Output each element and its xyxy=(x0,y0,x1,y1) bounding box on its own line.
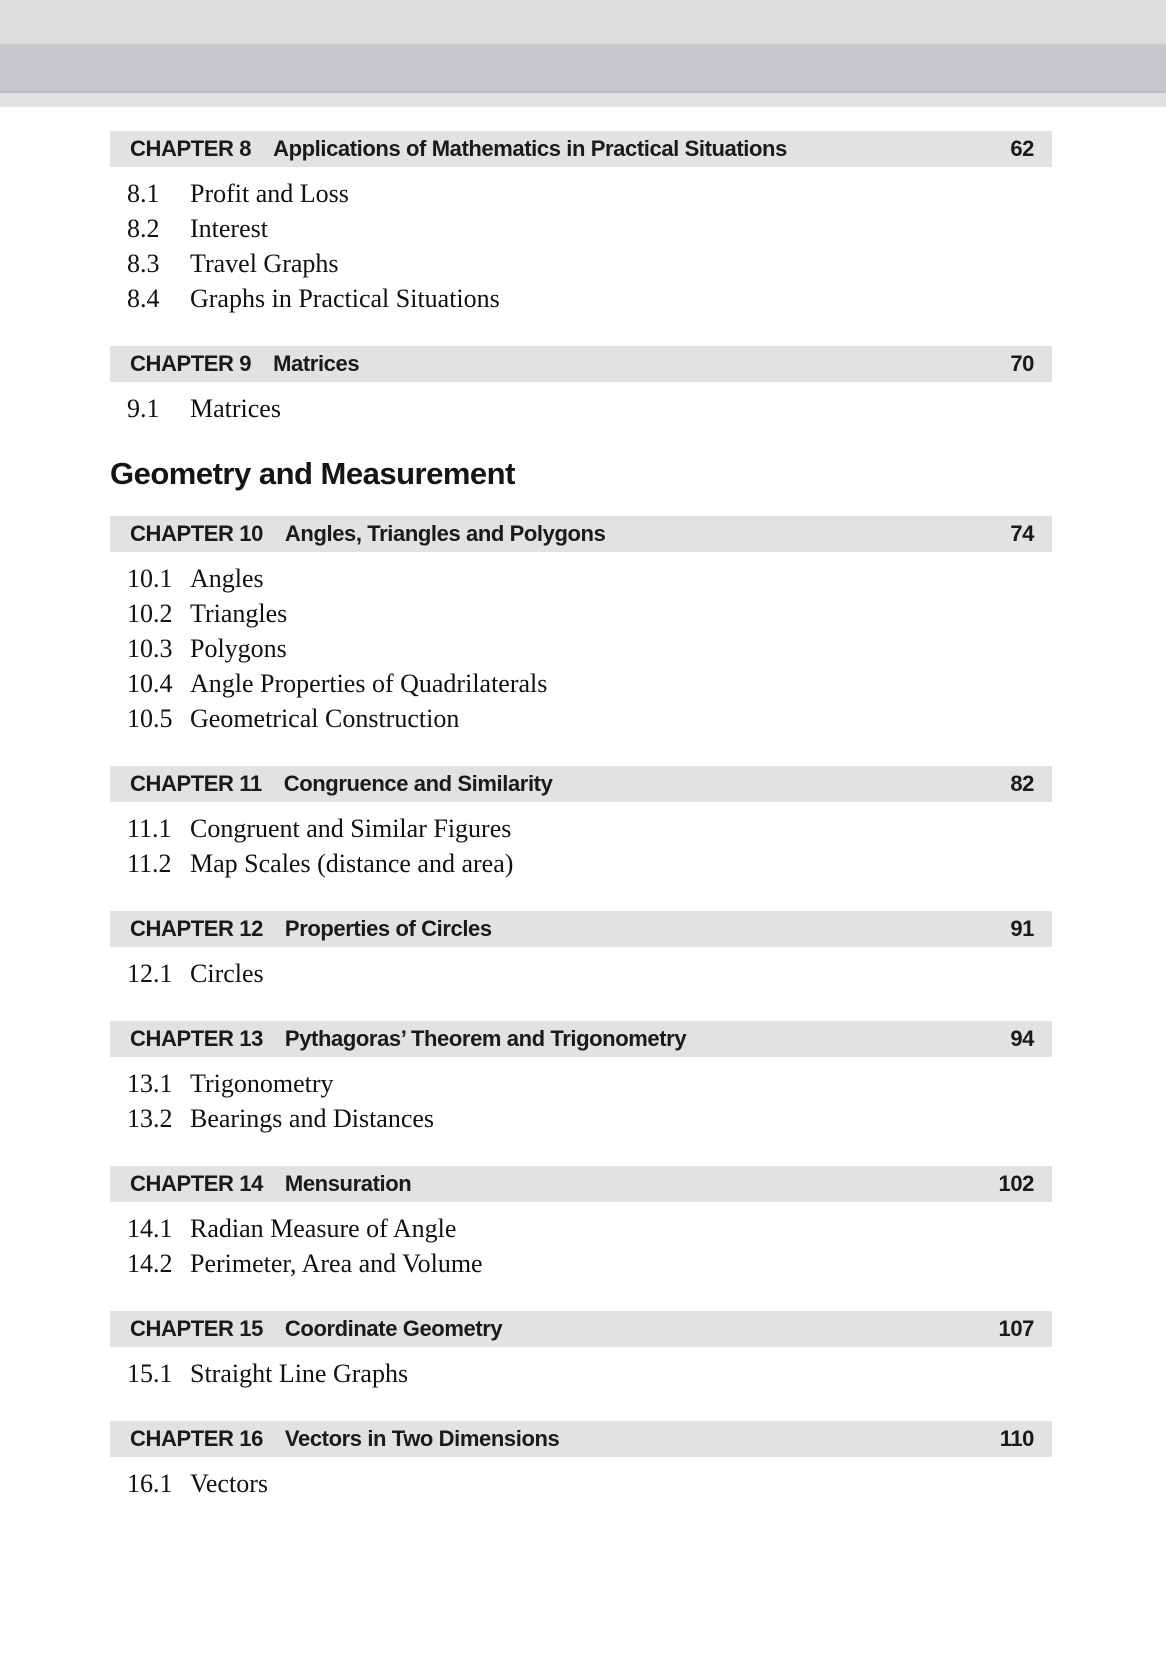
chapter-title: Coordinate Geometry xyxy=(284,1316,503,1341)
chapter-title: Properties of Circles xyxy=(284,916,492,941)
toc-item-title: Profit and Loss xyxy=(190,179,349,208)
chapter-label: CHAPTER 9 xyxy=(130,351,252,376)
toc-item-number: 16.1 xyxy=(127,1469,173,1498)
chapter-label: CHAPTER 10 xyxy=(130,521,263,546)
chapter-page-number: 82 xyxy=(1010,771,1034,796)
chapter-label: CHAPTER 14 xyxy=(130,1171,263,1196)
toc-item-title: Trigonometry xyxy=(190,1069,334,1098)
toc-item-number: 9.1 xyxy=(127,394,160,423)
header-band-dark xyxy=(0,43,1166,93)
toc-item xyxy=(127,956,1052,991)
chapter-item-list xyxy=(110,176,1052,316)
section-heading: Geometry and Measurement xyxy=(110,456,515,491)
toc-item-title: Angles xyxy=(190,564,264,593)
chapter-header-bar xyxy=(110,1311,1052,1347)
toc-item-number: 10.1 xyxy=(127,564,173,593)
chapter-item-list xyxy=(110,811,1052,881)
toc-item-number: 11.2 xyxy=(127,849,172,878)
toc-item-number: 8.1 xyxy=(127,179,160,208)
chapter-page-number: 94 xyxy=(1010,1026,1034,1051)
chapter-label: CHAPTER 16 xyxy=(130,1426,263,1451)
toc-item-number: 10.2 xyxy=(127,599,173,628)
toc-item xyxy=(127,211,1052,246)
toc-item-title: Circles xyxy=(190,959,264,988)
toc-item xyxy=(127,176,1052,211)
chapter-item-list xyxy=(110,391,1052,426)
toc-item-number: 15.1 xyxy=(127,1359,173,1388)
toc-item-title: Graphs in Practical Situations xyxy=(190,284,500,313)
chapter-label: CHAPTER 12 xyxy=(130,916,263,941)
chapter-title: Pythagoras’ Theorem and Trigonometry xyxy=(284,1026,687,1051)
toc-item-title: Triangles xyxy=(190,599,288,628)
chapter-item-list xyxy=(110,1356,1052,1391)
chapter-label: CHAPTER 13 xyxy=(130,1026,263,1051)
chapter-block xyxy=(110,766,1052,881)
toc-item xyxy=(127,1101,1052,1136)
toc-item xyxy=(127,561,1052,596)
chapter-title: Vectors in Two Dimensions xyxy=(284,1426,560,1451)
toc-item xyxy=(127,391,1052,426)
chapter-header-bar xyxy=(110,346,1052,382)
toc-item xyxy=(127,1211,1052,1246)
chapter-page-number: 110 xyxy=(999,1426,1034,1451)
chapter-header-bar xyxy=(110,766,1052,802)
chapter-title: Congruence and Similarity xyxy=(283,771,553,796)
toc-item-number: 11.1 xyxy=(127,814,172,843)
toc-item xyxy=(127,631,1052,666)
chapter-block xyxy=(110,1311,1052,1391)
toc-item-title: Polygons xyxy=(190,634,287,663)
toc-item-number: 12.1 xyxy=(127,959,173,988)
toc-item xyxy=(127,1466,1052,1501)
toc-item xyxy=(127,1066,1052,1101)
chapter-page-number: 102 xyxy=(998,1171,1034,1196)
toc-item-title: Congruent and Similar Figures xyxy=(190,814,512,843)
toc-item-title: Interest xyxy=(190,214,268,243)
toc-item xyxy=(127,596,1052,631)
chapter-label: CHAPTER 15 xyxy=(130,1316,263,1341)
toc-item xyxy=(127,1246,1052,1281)
chapter-header-bar xyxy=(110,131,1052,167)
chapter-item-list xyxy=(110,1066,1052,1136)
toc-item xyxy=(127,811,1052,846)
chapter-item-list xyxy=(110,1466,1052,1501)
toc-item xyxy=(127,701,1052,736)
chapter-header-bar xyxy=(110,1021,1052,1057)
toc-item-title: Straight Line Graphs xyxy=(190,1359,409,1388)
toc-item xyxy=(127,246,1052,281)
toc-item-number: 10.4 xyxy=(127,669,173,698)
toc-item-number: 8.2 xyxy=(127,214,160,243)
chapter-block xyxy=(110,1421,1052,1501)
toc-item-number: 8.4 xyxy=(127,284,160,313)
toc-item-number: 10.3 xyxy=(127,634,173,663)
toc-content xyxy=(110,131,1052,1501)
header-band-bottom xyxy=(0,93,1166,107)
chapter-page-number: 107 xyxy=(998,1316,1034,1341)
toc-item-number: 13.2 xyxy=(127,1104,173,1133)
chapter-page-number: 91 xyxy=(1010,916,1034,941)
chapter-page-number: 62 xyxy=(1010,136,1034,161)
toc-item xyxy=(127,666,1052,701)
chapter-page-number: 70 xyxy=(1010,351,1034,376)
toc-item-title: Geometrical Construction xyxy=(190,704,460,733)
chapter-label: CHAPTER 8 xyxy=(130,136,252,161)
toc-item-title: Map Scales (distance and area) xyxy=(190,849,514,878)
toc-item xyxy=(127,846,1052,881)
chapter-label: CHAPTER 11 xyxy=(130,771,262,796)
toc-item xyxy=(127,1356,1052,1391)
toc-item-title: Perimeter, Area and Volume xyxy=(190,1249,483,1278)
toc-item-number: 10.5 xyxy=(127,704,173,733)
toc-item-title: Matrices xyxy=(190,394,281,423)
toc-item-title: Radian Measure of Angle xyxy=(190,1214,457,1243)
chapter-title: Mensuration xyxy=(284,1171,412,1196)
toc-item-number: 14.1 xyxy=(127,1214,173,1243)
chapter-title: Applications of Mathematics in Practical Situations xyxy=(273,136,787,161)
chapter-header-bar xyxy=(110,1166,1052,1202)
chapter-block xyxy=(110,1021,1052,1136)
toc-item-title: Bearings and Distances xyxy=(190,1104,435,1133)
chapter-block xyxy=(110,1166,1052,1281)
toc-item xyxy=(127,281,1052,316)
toc-item-title: Angle Properties of Quadrilaterals xyxy=(190,669,548,698)
chapter-block xyxy=(110,911,1052,991)
chapter-block xyxy=(110,516,1052,736)
chapter-title: Angles, Triangles and Polygons xyxy=(284,521,606,546)
header-band-light xyxy=(0,0,1166,43)
chapter-header-bar xyxy=(110,1421,1052,1457)
toc-item-title: Vectors xyxy=(190,1469,268,1498)
toc-item-number: 14.2 xyxy=(127,1249,173,1278)
chapter-header-bar xyxy=(110,911,1052,947)
chapter-item-list xyxy=(110,1211,1052,1281)
toc-item-title: Travel Graphs xyxy=(190,249,339,278)
chapter-title: Matrices xyxy=(273,351,360,376)
toc-item-number: 13.1 xyxy=(127,1069,173,1098)
chapter-block xyxy=(110,346,1052,426)
toc-item-number: 8.3 xyxy=(127,249,160,278)
chapter-page-number: 74 xyxy=(1010,521,1034,546)
chapter-item-list xyxy=(110,956,1052,991)
chapter-block xyxy=(110,131,1052,316)
chapter-item-list xyxy=(110,561,1052,736)
chapter-header-bar xyxy=(110,516,1052,552)
